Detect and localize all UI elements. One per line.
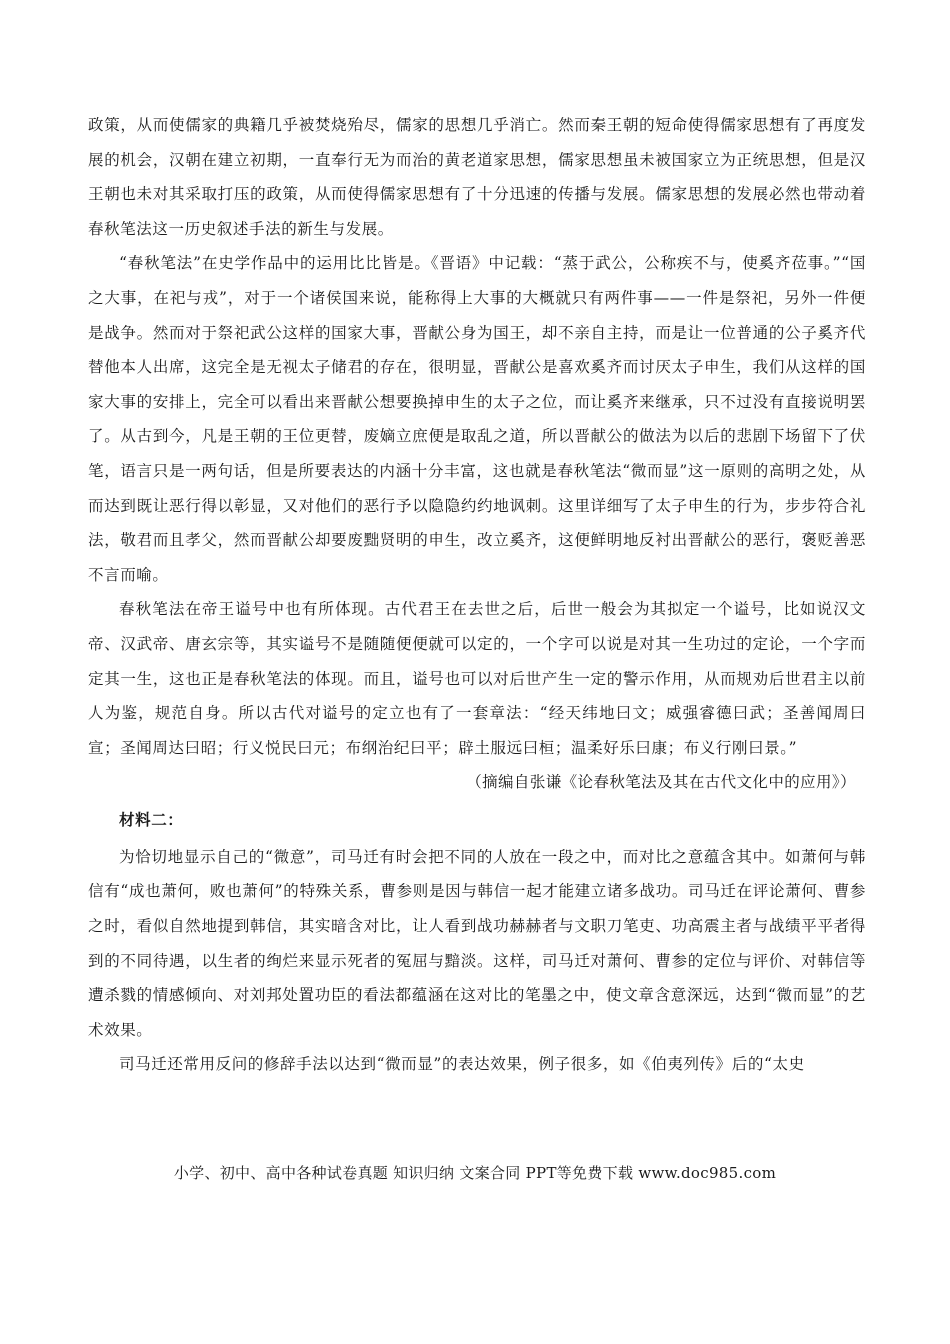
paragraph-chunqiu-bifa-usage: “春秋笔法”在史学作品中的运用比比皆是。《晋语》中记载：“蒸于武公，公称疾不与，使奚齐莅事。”“国之大事，在祀与戎”，对于一个诸侯国来说，能称得上大事的大概就只有两件事——一件是祭祀，另外一件便是战争。然而对于祭祀武公这样的国家大事，晋献公身为国王，却不亲自主持，而是让一位普通的公子奚齐代替他本人出席，这完全是无视太子储君的存在，很明显，晋献公是喜欢奚齐而讨厌太子申生，我们从这样的国家大事的安排上，完全可以看出来晋献公想要换掉申生的太子之位，而让奚齐来继承，只不过没有直接说明罢了。从古到今，凡是王朝的王位更替，废嫡立庶便是取乱之道，所以晋献公的做法为以后的悲剧下场留下了伏笔，语言只是一两句话，但是所要表达的内涵十分丰富，这也就是春秋笔法“微而显”这一原则的高明之处，从而达到既让恶行得以彰显，又对他们的恶行予以隐隐约约地讽刺。这里详细写了太子申生的行为，步步符合礼法，敬君而且孝父，然而晋献公却要废黜贤明的申生，改立奚齐，这便鲜明地反衬出晋献公的恶行，褒贬善恶不言而喻。 [88,254,866,584]
section-heading-material-two: 材料二： [119,809,184,829]
page-footer: 小学、初中、高中各种试卷真题 知识归纳 文案合同 PPT等免费下载 www.doc985.com [173,1164,777,1182]
paragraph-posthumous-titles: 春秋笔法在帝王谥号中也有所体现。古代君王在去世之后，后世一般会为其拟定一个谥号，比如说汉文帝、汉武帝、唐玄宗等，其实谥号不是随随便便就可以定的，一个字可以说是对其一生功过的定论，一个字而定其一生，这也正是春秋笔法的体现。而且，谥号也可以对后世产生一定的警示作用，从而规劝后世君主以前人为鉴，规范自身。所以古代对谥号的定立也有了一套章法：“经天纬地曰文；威强睿德曰武；圣善闻周曰宣；圣闻周达曰昭；行义悦民曰元；布纲治纪曰平；辟土服远曰桓；温柔好乐曰康；布义行刚曰景。” [88,600,866,757]
document-body [88,108,866,1082]
source-citation: （摘编自张谦《论春秋笔法及其在古代文化中的应用》） [466,773,856,792]
paragraph-continuation: 政策，从而使儒家的典籍几乎被焚烧殆尽，儒家的思想几乎消亡。然而秦王朝的短命使得儒家思想有了再度发展的机会，汉朝在建立初期，一直奉行无为而治的黄老道家思想，儒家思想虽未被国家立为正统思想，但是汉王朝也未对其采取打压的政策，从而使得儒家思想有了十分迅速的传播与发展。儒家思想的发展必然也带动着春秋笔法这一历史叙述手法的新生与发展。 [88,116,866,238]
paragraph-sima-qian-rhetorical-question: 司马迁还常用反问的修辞手法以达到“微而显”的表达效果，例子很多，如《伯夷列传》后的“太史 [119,1055,805,1074]
paragraph-sima-qian-contrast: 为恰切地显示自己的“微意”，司马迁有时会把不同的人放在一段之中，而对比之意蕴含其中。如萧何与韩信有“成也萧何，败也萧何”的特殊关系，曹参则是因与韩信一起才能建立诸多战功。司马迁在评论萧何、曹参之时，看似自然地提到韩信，其实暗含对比，让人看到战功赫赫者与文职刀笔吏、功高震主者与战绩平平者得到的不同待遇，以生者的绚烂来显示死者的冤屈与黯淡。这样，司马迁对萧何、曹参的定位与评价、对韩信等遭杀戮的情感倾向、对刘邦处置功臣的看法都蕴涵在这对比的笔墨之中，使文章含意深远，达到“微而显”的艺术效果。 [88,847,866,1039]
